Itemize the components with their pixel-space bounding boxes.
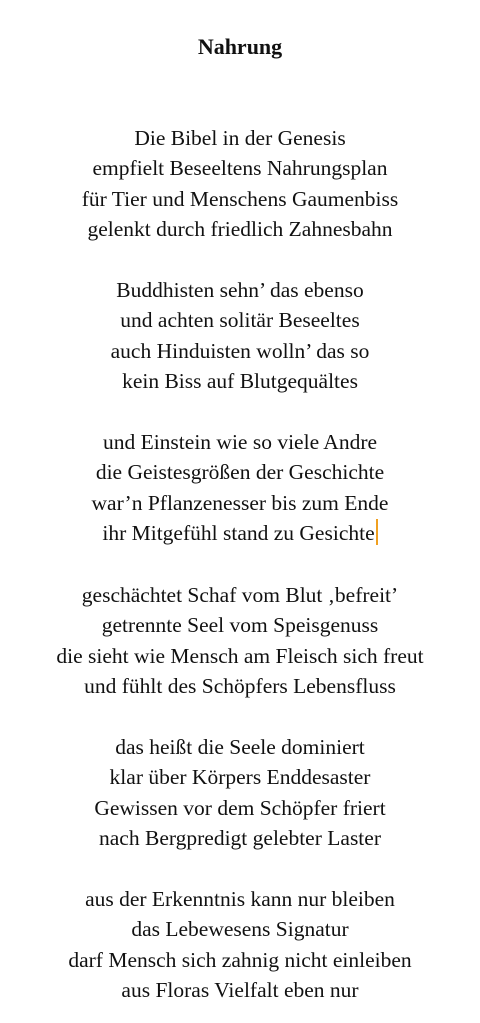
poem-line-text[interactable]: ihr Mitgefühl stand zu Gesichte bbox=[102, 520, 375, 545]
stanza bbox=[0, 884, 480, 1005]
poem-line[interactable]: getrennte Seel vom Speisgenuss bbox=[101, 613, 379, 638]
poem-line[interactable]: das Lebewesens Signatur bbox=[131, 917, 349, 942]
poem-line[interactable]: Die Bibel in der Genesis bbox=[134, 126, 346, 150]
poem-line[interactable]: die sieht wie Mensch am Fleisch sich freut bbox=[56, 643, 424, 668]
poem-line[interactable]: die Geistesgrößen der Geschichte bbox=[95, 460, 385, 485]
stanza bbox=[0, 732, 480, 853]
poem-line[interactable]: geschächtet Schaf vom Blut ‚befreit’ bbox=[81, 583, 399, 607]
poem-line[interactable]: aus der Erkenntnis kann nur bleiben bbox=[85, 887, 395, 911]
poem-title: Nahrung bbox=[197, 34, 283, 59]
poem-line[interactable]: darf Mensch sich zahnig nicht einleiben bbox=[68, 947, 412, 972]
poem-line[interactable]: und Einstein wie so viele Andre bbox=[102, 430, 378, 454]
poem-line[interactable]: war’n Pflanzenesser bis zum Ende bbox=[91, 490, 389, 515]
poem-line[interactable]: aus Floras Vielfalt eben nur bbox=[121, 977, 359, 1002]
poem-line[interactable]: Buddhisten sehn’ das ebenso bbox=[116, 278, 364, 302]
text-cursor bbox=[376, 519, 378, 545]
poem-line[interactable]: gelenkt durch friedlich Zahnesbahn bbox=[87, 216, 393, 241]
poem-line[interactable]: und fühlt des Schöpfers Lebensfluss bbox=[84, 673, 396, 698]
poem-line[interactable]: und achten solitär Beseeltes bbox=[120, 308, 360, 333]
stanza bbox=[0, 275, 480, 396]
poem-line[interactable]: nach Bergpredigt gelebter Laster bbox=[99, 825, 381, 850]
poem-line[interactable]: kein Biss auf Blutgequältes bbox=[122, 368, 358, 393]
poem-line[interactable]: Gewissen vor dem Schöpfer friert bbox=[94, 795, 386, 820]
stanza bbox=[0, 123, 480, 244]
stanza bbox=[0, 427, 480, 548]
poem-line[interactable]: klar über Körpers Enddesaster bbox=[109, 765, 371, 790]
poem-line[interactable]: das heißt die Seele dominiert bbox=[115, 735, 365, 759]
poem-line[interactable]: auch Hinduisten wolln’ das so bbox=[110, 338, 370, 363]
poem-line[interactable]: für Tier und Menschens Gaumenbiss bbox=[81, 186, 399, 211]
poem-line[interactable]: empfielt Beseeltens Nahrungsplan bbox=[92, 156, 388, 181]
stanza bbox=[0, 580, 480, 701]
poem-line-with-cursor[interactable] bbox=[0, 518, 480, 548]
